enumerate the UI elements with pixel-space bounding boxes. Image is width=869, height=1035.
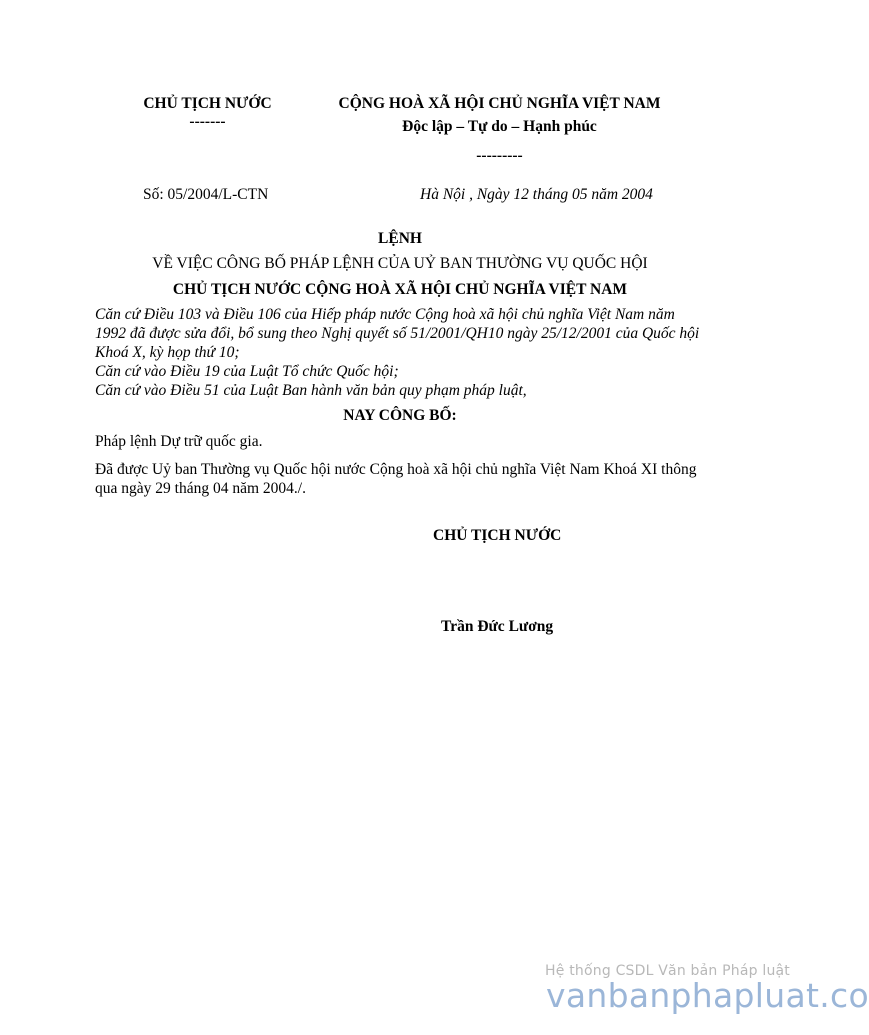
body-paragraph: Đã được Uỷ ban Thường vụ Quốc hội nước Cộng hoà xã hội chủ nghĩa Việt Nam Khoá XI thông qua ngày 29 tháng 04 năm 2004./. (95, 461, 697, 497)
document-type: LỆNH (378, 230, 422, 247)
issuing-authority-block (120, 94, 295, 130)
legal-basis (95, 305, 705, 400)
document-subject: VỀ VIỆC CÔNG BỐ PHÁP LỆNH CỦA UỶ BAN THƯỜNG VỤ QUỐC HỘI (152, 255, 648, 272)
issuing-authority-title: CHỦ TỊCH NƯỚC (143, 95, 272, 112)
legal-basis-item: Căn cứ Điều 103 và Điều 106 của Hiếp pháp nước Cộng hoà xã hội chủ nghĩa Việt Nam năm 1992 đã được sửa đổi, bổ sung theo Nghị quyết số 51/2001/QH10 ngày 25/12/2001 của Quốc hội Khoá X, kỳ họp thứ 10; (95, 306, 700, 361)
document-date: Hà Nội , Ngày 12 tháng 05 năm 2004 (420, 186, 653, 203)
body-paragraph: Pháp lệnh Dự trữ quốc gia. (95, 433, 263, 450)
proclamation-heading: NAY CÔNG BỐ: (343, 407, 457, 424)
signatory-name: Trần Đức Lương (441, 618, 554, 635)
national-title: CỘNG HOÀ XÃ HỘI CHỦ NGHĨA VIỆT NAM (338, 95, 661, 112)
document-number: Số: 05/2004/L-CTN (143, 186, 269, 203)
signature-title: CHỦ TỊCH NƯỚC (433, 527, 562, 544)
legal-basis-item: Căn cứ vào Điều 51 của Luật Ban hành văn bản quy phạm pháp luật, (95, 382, 527, 399)
issuing-authority-divider: ------- (189, 113, 226, 130)
national-title-block (332, 94, 667, 165)
national-motto: Độc lập – Tự do – Hạnh phúc (402, 118, 597, 135)
watermark-site-link[interactable]: vanbanphapluat.co (546, 976, 869, 1015)
national-motto-divider: --------- (476, 147, 523, 164)
legal-basis-item: Căn cứ vào Điều 19 của Luật Tổ chức Quốc hội; (95, 363, 399, 380)
issuer-line: CHỦ TỊCH NƯỚC CỘNG HOÀ XÃ HỘI CHỦ NGHĨA VIỆT NAM (172, 281, 628, 298)
watermark-caption: Hệ thống CSDL Văn bản Pháp luật (545, 963, 790, 979)
document-body (95, 432, 705, 507)
